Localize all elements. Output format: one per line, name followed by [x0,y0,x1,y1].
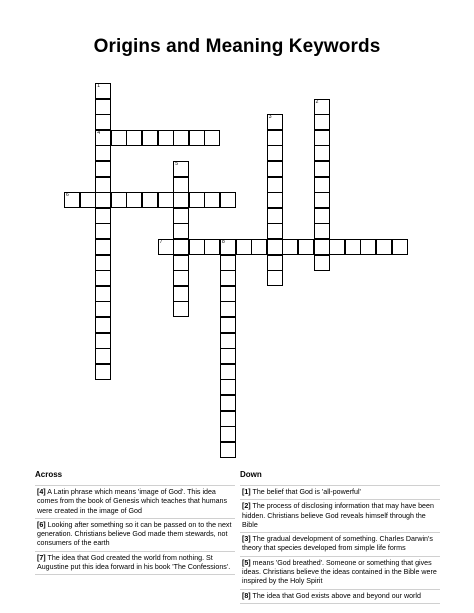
grid-cell[interactable] [95,333,111,349]
grid-cell[interactable] [173,239,189,255]
grid-cell[interactable] [345,239,361,255]
grid-cell[interactable] [95,161,111,177]
across-heading: Across [35,470,63,479]
grid-cell[interactable] [267,270,283,286]
grid-cell[interactable] [173,208,189,224]
down-clue: [1] The belief that God is 'all-powerful' [240,485,440,500]
grid-cell[interactable] [267,145,283,161]
grid-cell[interactable] [220,301,236,317]
grid-cell[interactable] [360,239,376,255]
grid-cell[interactable] [329,239,345,255]
grid-cell[interactable] [95,83,111,99]
grid-cell[interactable] [220,239,236,255]
clue-number: 1 [97,83,100,89]
grid-cell[interactable] [95,192,111,208]
grid-cell[interactable] [220,255,236,271]
grid-cell[interactable] [173,255,189,271]
grid-cell[interactable] [314,208,330,224]
grid-cell[interactable] [314,130,330,146]
grid-cell[interactable] [220,348,236,364]
grid-cell[interactable] [220,317,236,333]
grid-cell[interactable] [95,145,111,161]
grid-cell[interactable] [251,239,267,255]
grid-cell[interactable] [95,255,111,271]
clue-number: 8 [222,239,225,245]
clue-number: 2 [315,98,319,105]
grid-cell[interactable] [95,348,111,364]
grid-cell[interactable] [204,130,220,146]
grid-cell[interactable] [267,177,283,193]
grid-cell[interactable] [173,270,189,286]
grid-cell[interactable] [95,270,111,286]
grid-cell[interactable] [95,99,111,115]
grid-cell[interactable] [298,239,314,255]
grid-cell[interactable] [80,192,96,208]
grid-cell[interactable] [158,239,174,255]
grid-cell[interactable] [142,192,158,208]
across-clue: [7] The idea that God created the world from nothing. St Augustine put this idea forward in his book 'The Confessions'. [35,552,235,576]
across-clue-list [35,485,235,575]
grid-cell[interactable] [267,239,283,255]
grid-cell[interactable] [173,130,189,146]
grid-cell[interactable] [267,223,283,239]
down-clue: [5] means 'God breathed'. Someone or something that gives ideas. Christians believe the ideas contained in the Bible were inspired by the Holy Spirit [240,557,440,590]
across-clue: [4] A Latin phrase which means 'image of God'. This idea comes from the book of Genesis which teaches that humans were created in the image of God [35,485,235,519]
across-clue: [6] Looking after something so it can be passed on to the next generation. Christians believe God made them stewards, not consumers of the earth [35,519,235,552]
grid-cell[interactable] [220,395,236,411]
grid-cell[interactable] [95,286,111,302]
grid-cell[interactable] [95,208,111,224]
grid-cell[interactable] [142,130,158,146]
grid-cell[interactable] [267,255,283,271]
grid-cell[interactable] [220,192,236,208]
clue-number: 7 [159,239,163,245]
grid-cell[interactable] [282,239,298,255]
grid-cell[interactable] [267,192,283,208]
grid-cell[interactable] [236,239,252,255]
grid-cell[interactable] [95,177,111,193]
page-title: Origins and Meaning Keywords [93,36,381,57]
clue-number: 4 [97,129,100,136]
grid-cell[interactable] [173,223,189,239]
grid-cell[interactable] [314,161,330,177]
grid-cell[interactable] [95,317,111,333]
down-clue: [3] The gradual development of something. Charles Darwin's theory that species developed from simple life forms [240,533,440,557]
grid-cell[interactable] [220,333,236,349]
grid-cell[interactable] [392,239,408,255]
grid-cell[interactable] [111,192,127,208]
grid-cell[interactable] [173,301,189,317]
grid-cell[interactable] [95,239,111,255]
grid-cell[interactable] [126,192,142,208]
down-clue-list [240,485,440,604]
grid-cell[interactable] [314,255,330,271]
grid-cell[interactable] [158,192,174,208]
clue-number: 3 [268,114,272,121]
grid-cell[interactable] [220,270,236,286]
grid-cell[interactable] [220,379,236,395]
grid-cell[interactable] [173,192,189,208]
grid-cell[interactable] [220,364,236,380]
grid-cell[interactable] [220,286,236,302]
grid-cell[interactable] [204,192,220,208]
grid-cell[interactable] [111,130,127,146]
grid-cell[interactable] [267,130,283,146]
clue-number: 6 [66,192,69,199]
grid-cell[interactable] [95,130,111,146]
grid-cell[interactable] [314,99,330,115]
down-clue: [2] The process of disclosing information that may have been hidden. Christians believe God reveals himself through the Bible [240,500,440,533]
grid-cell[interactable] [95,223,111,239]
grid-cell[interactable] [95,301,111,317]
grid-cell[interactable] [173,286,189,302]
grid-cell[interactable] [158,130,174,146]
down-clue: [8] The idea that God exists above and beyond our world [240,590,440,604]
grid-cell[interactable] [220,411,236,427]
grid-cell[interactable] [220,426,236,442]
grid-cell[interactable] [126,130,142,146]
grid-cell[interactable] [204,239,220,255]
grid-cell[interactable] [267,114,283,130]
grid-cell[interactable] [267,161,283,177]
grid-cell[interactable] [189,239,205,255]
grid-cell[interactable] [314,177,330,193]
grid-cell[interactable] [64,192,80,208]
clue-number: 5 [175,161,178,167]
grid-cell[interactable] [314,145,330,161]
grid-cell[interactable] [314,223,330,239]
grid-cell[interactable] [189,130,205,146]
grid-cell[interactable] [376,239,392,255]
grid-cell[interactable] [220,442,236,458]
grid-cell[interactable] [314,239,330,255]
grid-cell[interactable] [173,177,189,193]
down-heading: Down [240,470,262,479]
grid-cell[interactable] [173,161,189,177]
grid-cell[interactable] [95,364,111,380]
grid-cell[interactable] [267,208,283,224]
grid-cell[interactable] [189,192,205,208]
grid-cell[interactable] [314,192,330,208]
grid-cell[interactable] [314,114,330,130]
grid-cell[interactable] [95,114,111,130]
